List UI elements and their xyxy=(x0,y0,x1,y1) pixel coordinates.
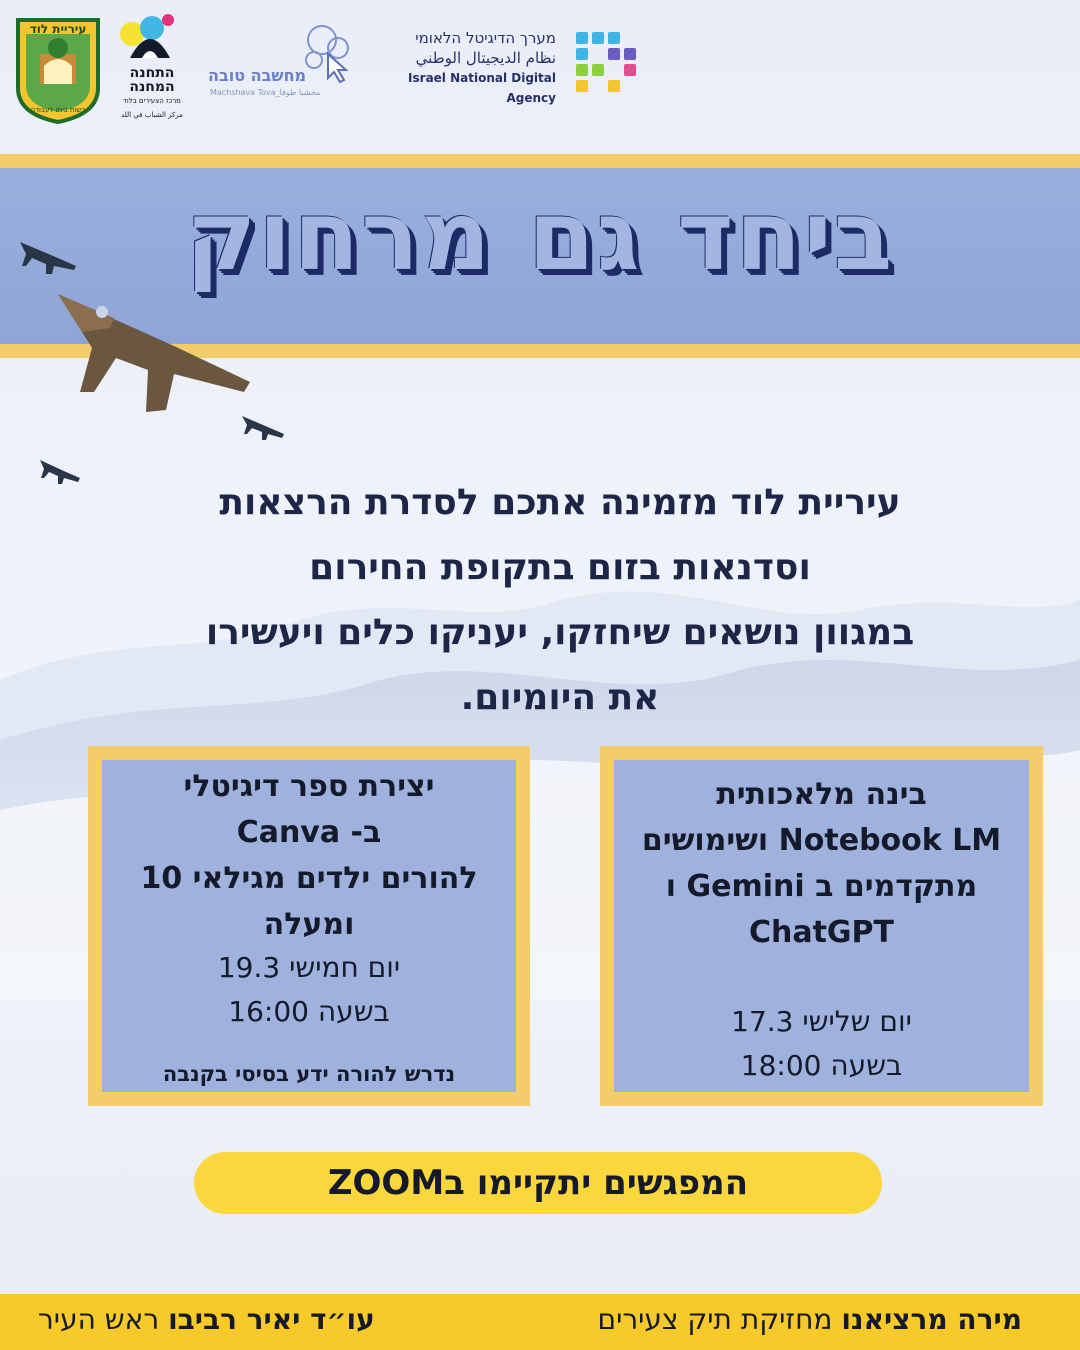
event-card-ai xyxy=(600,746,1043,1106)
footer-left-name: עו״ד יאיר רביבו xyxy=(168,1303,375,1336)
event-card-canva-when xyxy=(88,946,530,1034)
fighter-jet-icon xyxy=(240,412,286,442)
card-time: בשעה 16:00 xyxy=(228,995,390,1028)
fighter-jet-icon xyxy=(18,236,80,276)
footer-left-role: ראש העיר xyxy=(38,1303,160,1336)
intro-line: וסדנאות בזום בתקופת החירום xyxy=(309,547,811,588)
lod-emblem-icon xyxy=(14,14,102,124)
mahshava-logo-name: מחשבה טובה xyxy=(208,66,307,85)
footer-youth-holder xyxy=(597,1300,1022,1340)
hamahane-logo-sub: מרכז הצעירים בלוד xyxy=(123,97,181,105)
hamahane-logo-name2: המחנה xyxy=(129,79,175,95)
card-title-line: ב- Canva xyxy=(236,815,382,850)
card-title-line: ChatGPT xyxy=(748,915,895,950)
event-card-ai-when xyxy=(600,1000,1043,1088)
lod-logo-top-text: עיריית לוד xyxy=(29,22,87,36)
card-title-line: להורים ילדים מגילאי 10 xyxy=(140,861,478,896)
hamahane-logo-icon xyxy=(112,10,192,119)
card-title-line: בינה מלאכותית xyxy=(716,777,927,812)
card-title-line: מתקדמים ב Gemini ו xyxy=(665,869,978,904)
mahshava-logo-sub: Machshava Tova_مخشبا طوفا xyxy=(210,88,321,97)
intro-line: עיריית לוד מזמינה אתכם לסדרת הרצאות xyxy=(219,482,901,523)
intro-line: את היומיום. xyxy=(460,677,660,718)
agency-logo-line2: نظام الديجيتال الوطني xyxy=(415,49,556,67)
footer-mayor xyxy=(38,1300,375,1340)
fighter-jet-icon xyxy=(54,288,258,418)
zoom-banner: המפגשים יתקיימו בZOOM xyxy=(194,1152,882,1214)
fighter-jet-icon xyxy=(38,456,82,486)
agency-logo-line3: Israel National Digital Agency xyxy=(408,71,556,105)
card-title-line: Notebook LM ושימושים xyxy=(641,823,1002,858)
agency-logo-line1: מערך הדיגיטל הלאומי xyxy=(415,29,556,47)
footer-right-role: מחזיקת תיק צעירים xyxy=(597,1303,833,1336)
intro-text xyxy=(120,470,1000,730)
mahshava-tova-logo-icon xyxy=(208,20,358,100)
hamahane-logo-name: התחנה xyxy=(129,65,175,81)
card-title-line: ומעלה xyxy=(263,907,355,942)
event-card-canva xyxy=(88,746,530,1106)
digital-agency-logo-icon xyxy=(366,24,646,104)
hamahane-logo-sub2: مركز الشباب في اللد xyxy=(121,111,183,119)
card-time: בשעה 18:00 xyxy=(740,1049,903,1082)
footer-right-name: מירה מרציאנו xyxy=(841,1303,1022,1336)
card-title-line: יצירת ספר דיגיטלי xyxy=(183,769,435,804)
intro-line: במגוון נושאים שיחזקו, יעניקו כלים ויעשירו xyxy=(205,612,915,653)
card-requirement-note: נדרש להורה ידע בסיסי בקנבה xyxy=(162,1062,456,1086)
event-card-canva-title xyxy=(88,764,530,948)
page-title: ביחד גם מרחוק xyxy=(185,180,895,292)
event-card-ai-title xyxy=(600,772,1043,956)
card-day: יום חמישי 19.3 xyxy=(217,951,401,984)
lod-logo-bottom-text: רשות ביתו לעבודה xyxy=(30,106,86,114)
card-day: יום שלישי 17.3 xyxy=(731,1005,912,1038)
